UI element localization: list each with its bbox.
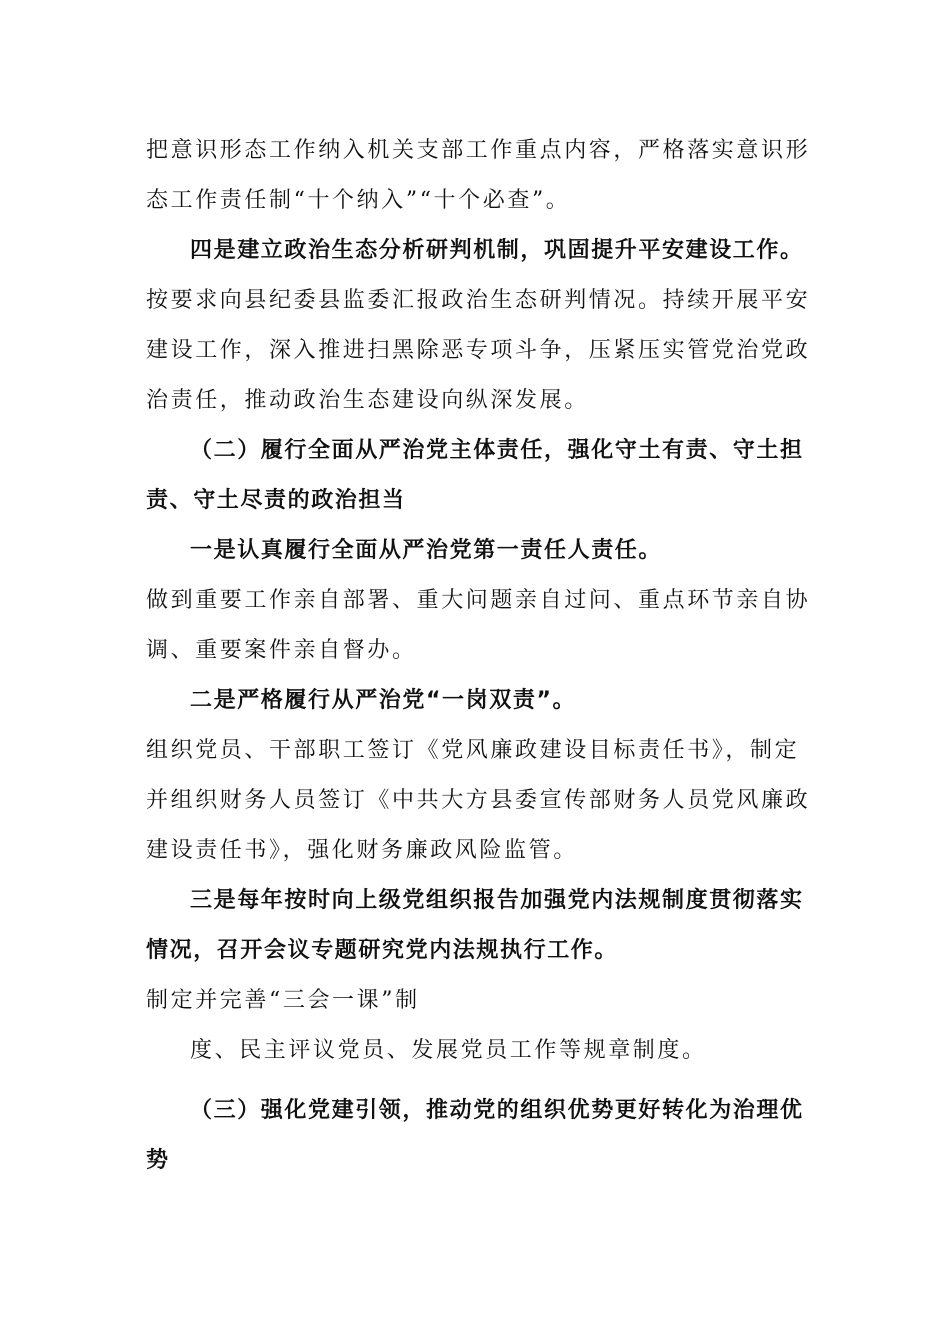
body-line: 做到重要工作亲自部署、重大问题亲自过问、重点环节亲自协: [146, 588, 811, 613]
subheading-1: 一是认真履行全面从严治党第一责任人责任。: [190, 538, 663, 563]
body-line: 调、重要案件亲自督办。: [146, 638, 417, 663]
section-heading-2-cont: 责、守土尽责的政治担当: [146, 488, 406, 513]
body-line: 态工作责任制“十个纳入”“十个必查”。: [146, 188, 571, 213]
body-line: 治责任，推动政治生态建设向纵深发展。: [146, 388, 589, 413]
body-line: 按要求向县纪委县监委汇报政治生态研判情况。持续开展平安: [146, 288, 811, 313]
body-line: 度、民主评议党员、发展党员工作等规章制度。: [190, 1038, 707, 1063]
body-line: 制定并完善“三会一课”制: [146, 988, 420, 1013]
subheading-3: 三是每年按时向上级党组织报告加强党内法规制度贯彻落实: [190, 888, 804, 913]
subheading-4: 四是建立政治生态分析研判机制，巩固提升平安建设工作。: [190, 238, 804, 263]
subheading-2: 二是严格履行从严治党“一岗双责”。: [190, 688, 577, 713]
body-line: 把意识形态工作纳入机关支部工作重点内容，严格落实意识形: [146, 138, 811, 163]
section-heading-2: （二）履行全面从严治党主体责任，强化守土有责、守土担: [190, 438, 804, 463]
section-heading-3-cont: 势: [146, 1148, 170, 1173]
body-line: 建设责任书》，强化财务廉政风险监管。: [146, 838, 578, 863]
body-line: 组织党员、干部职工签订《党风廉政建设目标责任书》，制定: [146, 738, 800, 763]
body-line: 并组织财务人员签订《中共大方县委宣传部财务人员党风廉政: [146, 788, 811, 813]
body-line: 建设工作，深入推进扫黑除恶专项斗争，压紧压实管党治党政: [146, 338, 811, 363]
subheading-3-cont: 情况，召开会议专题研究党内法规执行工作。: [146, 938, 619, 963]
section-heading-3: （三）强化党建引领，推动党的组织优势更好转化为治理优: [190, 1098, 804, 1123]
